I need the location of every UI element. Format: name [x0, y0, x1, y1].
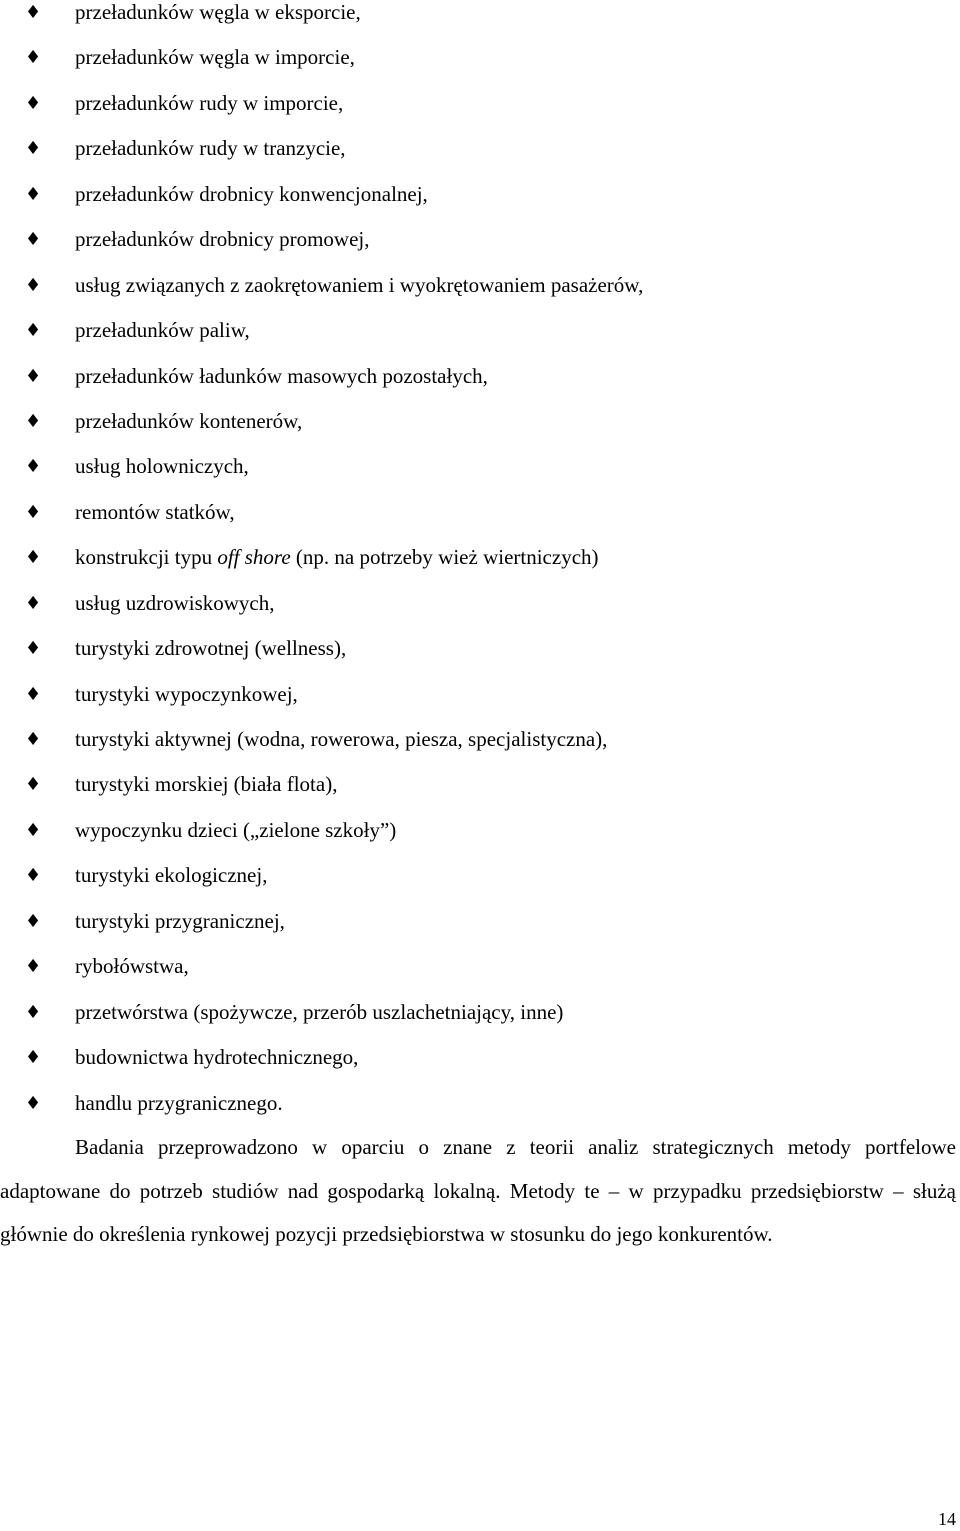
- diamond-bullet-icon: ♦: [25, 865, 42, 887]
- list-item-text-start: konstrukcji typu: [75, 545, 218, 570]
- diamond-bullet-icon: ♦: [25, 1092, 42, 1114]
- list-item-text: przeładunków ładunków masowych pozostałych,: [75, 363, 488, 388]
- diamond-bullet-icon: ♦: [25, 910, 42, 932]
- list-item: [0, 126, 960, 171]
- diamond-bullet-icon: ♦: [25, 683, 42, 705]
- list-item: [0, 581, 960, 626]
- diamond-bullet-icon: ♦: [25, 638, 42, 660]
- diamond-bullet-icon: ♦: [25, 501, 42, 523]
- list-item-text-end: (np. na potrzeby wież wiertniczych): [290, 545, 599, 570]
- list-item-text: usług związanych z zaokrętowaniem i wyokrętowaniem pasażerów,: [75, 272, 644, 297]
- diamond-bullet-icon: ♦: [25, 47, 42, 69]
- diamond-bullet-icon: ♦: [25, 320, 42, 342]
- list-item: [0, 81, 960, 126]
- list-item-text: usług uzdrowiskowych,: [75, 590, 275, 615]
- list-item: [0, 853, 960, 898]
- list-item-text: turystyki przygranicznej,: [75, 908, 285, 933]
- list-item: [0, 1081, 960, 1126]
- list-item-text: turystyki morskiej (biała flota),: [75, 772, 338, 797]
- list-item-text: przetwórstwa (spożywcze, przerób uszlachetniający, inne): [75, 999, 564, 1024]
- list-item: [0, 626, 960, 671]
- list-item-text: przeładunków drobnicy konwencjonalnej,: [75, 181, 428, 206]
- diamond-bullet-icon: ♦: [25, 138, 42, 160]
- list-item: [0, 990, 960, 1035]
- diamond-bullet-icon: ♦: [25, 956, 42, 978]
- list-item: [0, 1035, 960, 1080]
- diamond-bullet-icon: ♦: [25, 183, 42, 205]
- list-item-text: turystyki aktywnej (wodna, rowerowa, piesza, specjalistyczna),: [75, 727, 608, 751]
- diamond-bullet-icon: ♦: [25, 92, 42, 114]
- list-item-text: remontów statków,: [75, 499, 235, 524]
- list-item: [0, 354, 960, 399]
- list-item-text: przeładunków węgla w eksporcie,: [75, 0, 361, 24]
- list-item: [0, 899, 960, 944]
- diamond-bullet-icon: ♦: [25, 547, 42, 569]
- list-item: [0, 808, 960, 853]
- diamond-bullet-icon: ♦: [25, 729, 42, 750]
- italic-term: off shore: [217, 545, 291, 570]
- body-paragraph: Badania przeprowadzono w oparciu o znane z teorii analiz strategicznych metody portfelowe adaptowane do potrzeb studiów nad gospodarką lokalną. Metody te – w przypadku przedsiębiorstw – służą głównie do określenia rynkowej pozycji przedsiębiorstwa w stosunku do jego konkurentów.: [0, 1135, 956, 1247]
- list-item-text: handlu przygranicznego.: [75, 1090, 283, 1115]
- list-item: [0, 717, 960, 762]
- diamond-bullet-icon: ♦: [25, 592, 42, 614]
- list-item-text: turystyki zdrowotnej (wellness),: [75, 636, 347, 661]
- list-item-text: przeładunków rudy w tranzycie,: [75, 136, 346, 161]
- list-item: [0, 762, 960, 807]
- list-item: [0, 444, 960, 489]
- list-item: [0, 535, 960, 580]
- diamond-bullet-icon: ♦: [25, 456, 42, 478]
- list-item-text: przeładunków rudy w imporcie,: [75, 90, 344, 115]
- list-item-text: przeładunków kontenerów,: [75, 408, 303, 433]
- diamond-bullet-icon: ♦: [25, 229, 42, 251]
- diamond-bullet-icon: ♦: [25, 2, 42, 23]
- list-item: [0, 490, 960, 535]
- list-item: [0, 172, 960, 217]
- list-item: [0, 399, 960, 444]
- list-item-text: turystyki wypoczynkowej,: [75, 681, 298, 706]
- diamond-bullet-icon: ♦: [25, 365, 42, 387]
- list-item: [0, 217, 960, 262]
- list-item: [0, 0, 960, 35]
- diamond-bullet-icon: ♦: [25, 774, 42, 796]
- diamond-bullet-icon: ♦: [25, 410, 42, 432]
- diamond-bullet-icon: ♦: [25, 819, 42, 841]
- list-item: [0, 308, 960, 353]
- list-item: [0, 35, 960, 80]
- list-item: [0, 944, 960, 989]
- list-item-text: [75, 535, 599, 580]
- list-item-text: wypoczynku dzieci („zielone szkoły”): [75, 817, 397, 842]
- list-item: [0, 263, 960, 308]
- list-item-text: usług holowniczych,: [75, 454, 249, 479]
- list-item-text: turystyki ekologicznej,: [75, 863, 268, 888]
- list-item-text: przeładunków paliw,: [75, 318, 250, 343]
- list-item-text: budownictwa hydrotechnicznego,: [75, 1045, 359, 1070]
- diamond-bullet-icon: ♦: [25, 1047, 42, 1069]
- list-item-text: przeładunków węgla w imporcie,: [75, 45, 355, 70]
- list-item-text: przeładunków drobnicy promowej,: [75, 227, 370, 252]
- list-item: [0, 672, 960, 717]
- diamond-bullet-icon: ♦: [25, 1001, 42, 1023]
- page-number: 14: [938, 1509, 956, 1529]
- diamond-bullet-icon: ♦: [25, 274, 42, 296]
- list-item-text: rybołówstwa,: [75, 954, 189, 979]
